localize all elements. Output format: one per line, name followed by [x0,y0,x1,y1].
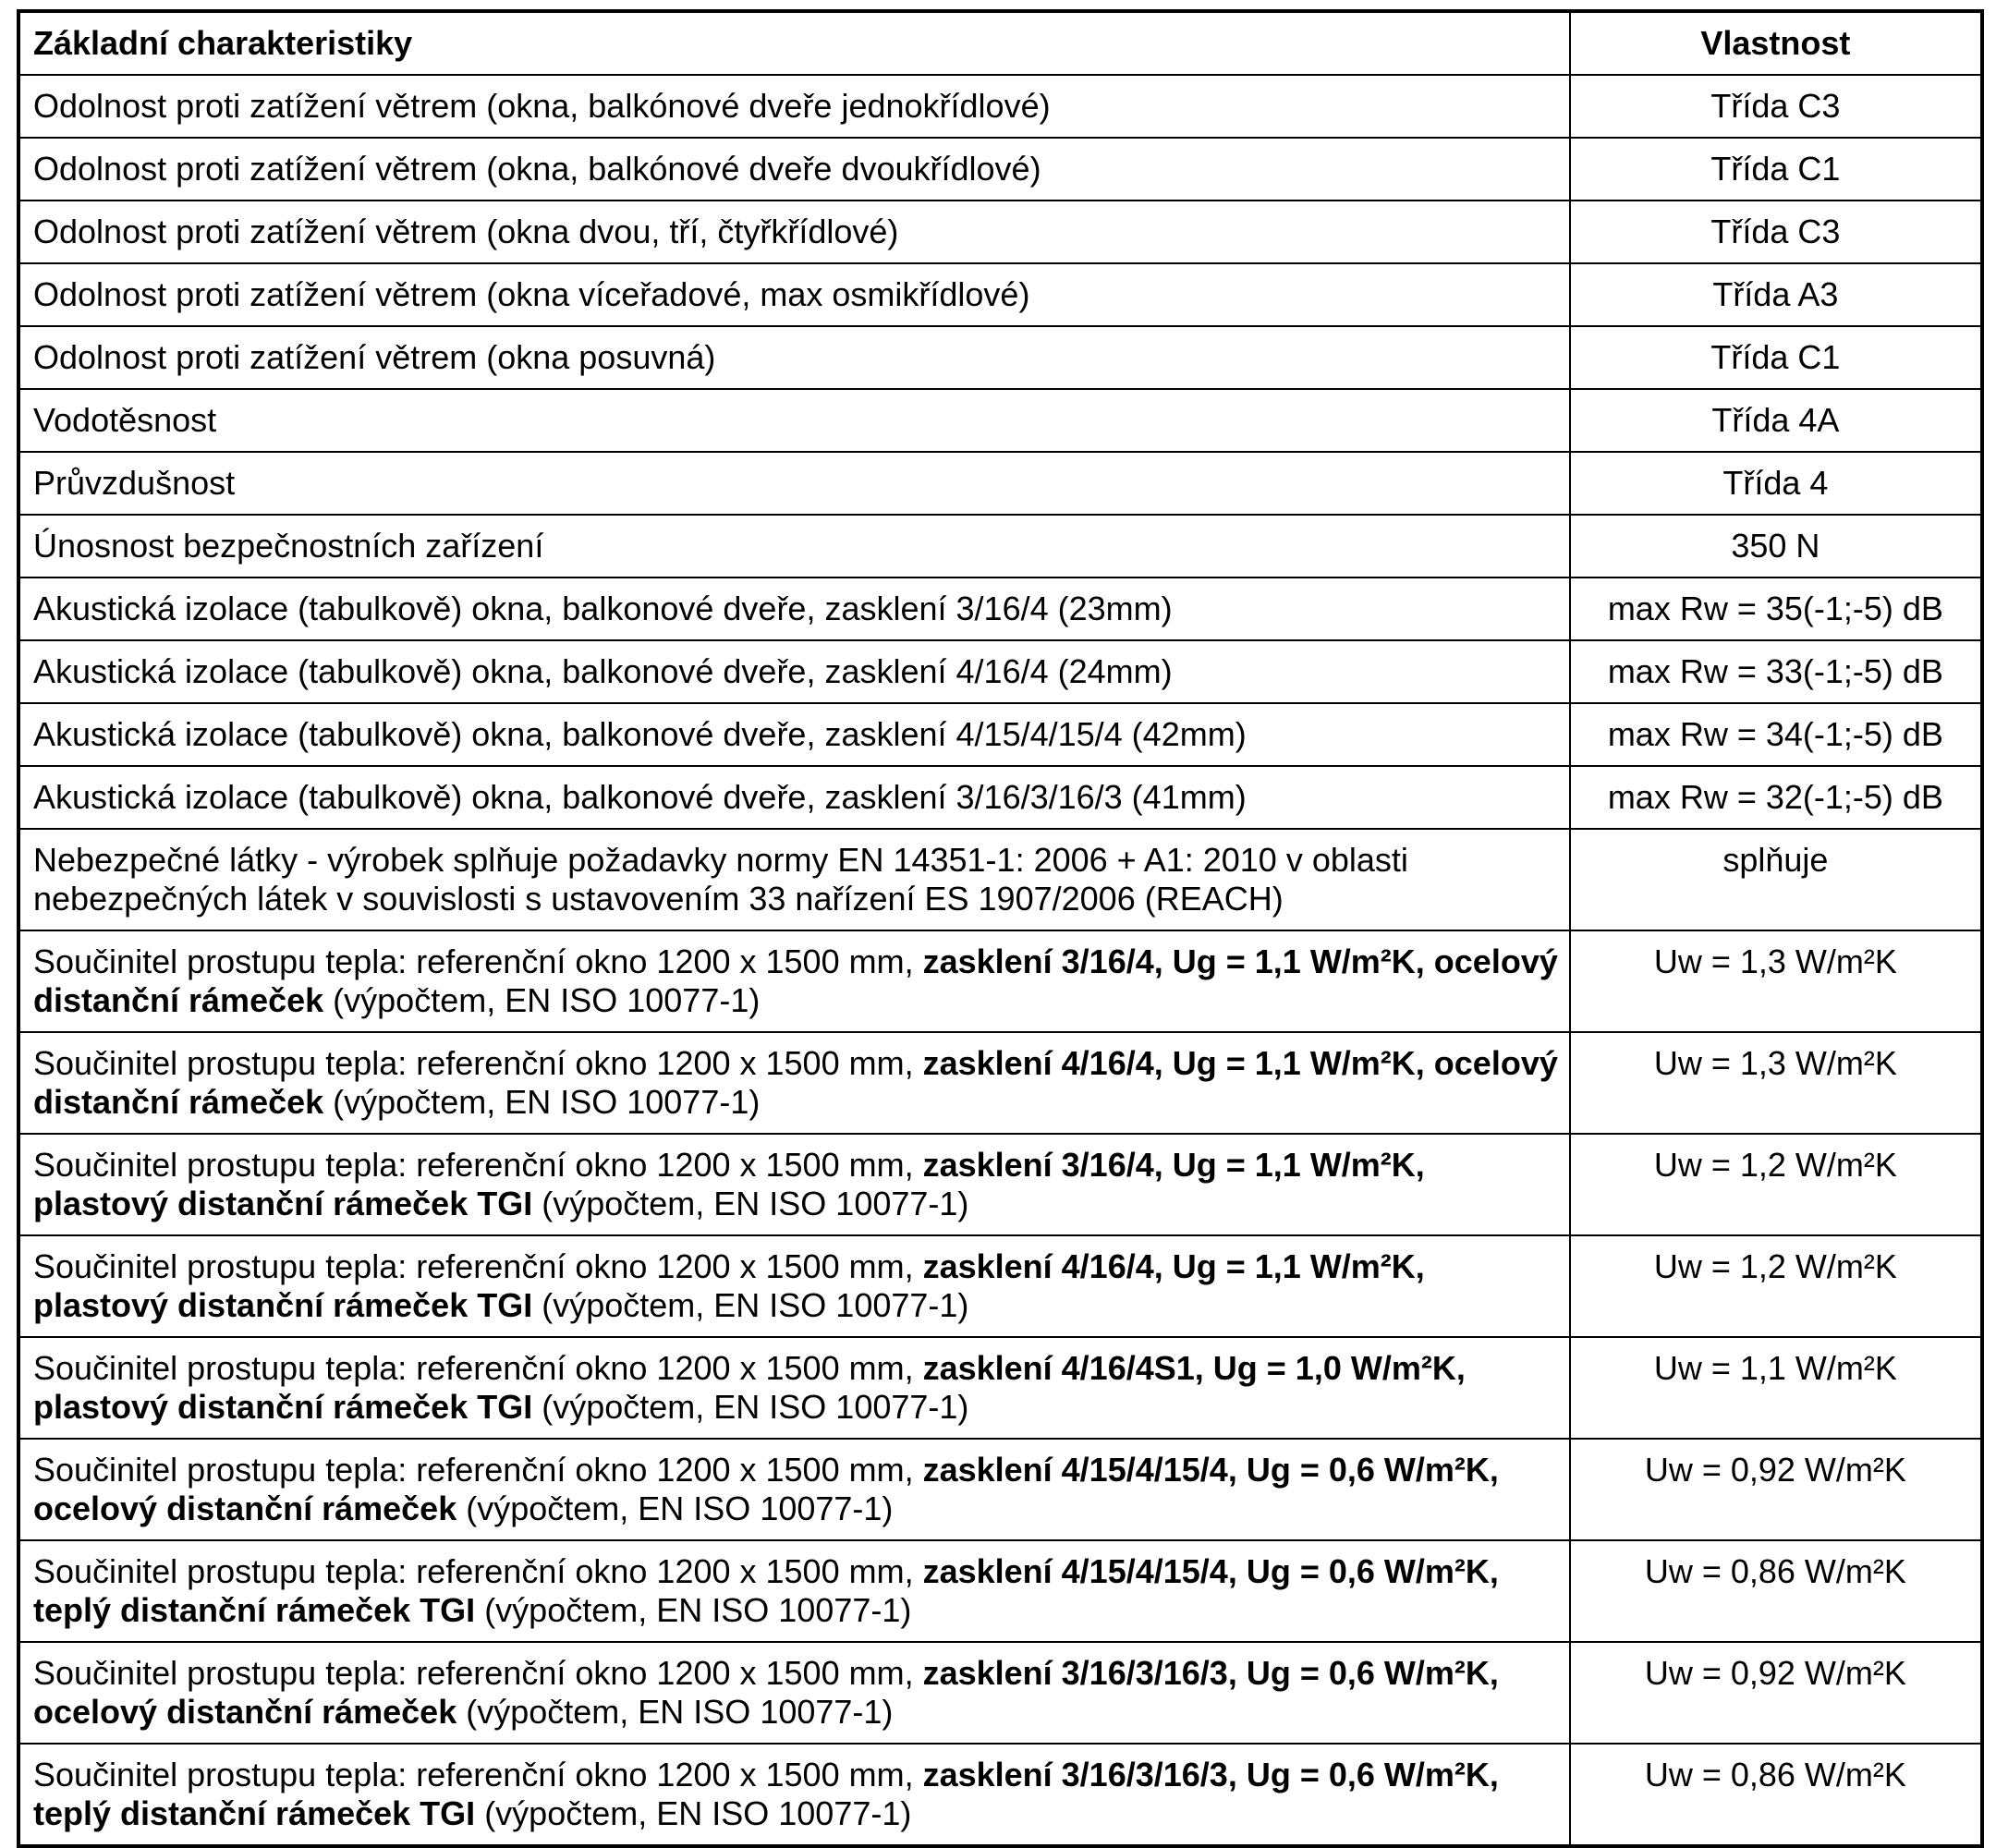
characteristic-cell [18,1439,1570,1540]
characteristic-text: Akustická izolace (tabulkově) okna, balkonové dveře, zasklení 4/16/4 (24mm) [33,652,1173,690]
characteristic-text-bold: zasklení 4/15/4/15/4, Ug = 0,6 W/m²K, ocelový distanční rámeček [33,1451,1499,1527]
property-cell: 350 N [1570,515,1982,578]
table-row [18,930,1982,1032]
property-cell: Uw = 1,2 W/m²K [1570,1235,1982,1337]
characteristic-text: Odolnost proti zatížení větrem (okna posuvná) [33,338,716,376]
table-row [18,201,1982,263]
characteristic-text: Vodotěsnost [33,401,217,439]
characteristic-text: (výpočtem, EN ISO 10077-1) [323,981,761,1019]
characteristic-text: Odolnost proti zatížení větrem (okna, balkónové dveře jednokřídlové) [33,87,1051,125]
characteristic-cell [18,829,1570,930]
characteristic-text: Únosnost bezpečnostních zařízení [33,527,544,565]
property-cell: Třída 4A [1570,389,1982,452]
characteristic-cell [18,1235,1570,1337]
characteristic-text: Součinitel prostupu tepla: referenční okno 1200 x 1500 mm, [33,1044,923,1082]
characteristic-text: Součinitel prostupu tepla: referenční okno 1200 x 1500 mm, [33,1349,923,1387]
table-row [18,326,1982,389]
property-cell: Uw = 1,3 W/m²K [1570,1032,1982,1134]
table-row [18,703,1982,766]
characteristic-text: (výpočtem, EN ISO 10077-1) [475,1794,912,1832]
characteristics-table [17,9,1984,1848]
characteristic-cell [18,703,1570,766]
characteristic-cell [18,75,1570,138]
characteristic-text-bold: zasklení 3/16/4, Ug = 1,1 W/m²K, plastový distanční rámeček TGI [33,1146,1425,1222]
characteristic-text-bold: zasklení 4/16/4, Ug = 1,1 W/m²K, ocelový distanční rámeček [33,1044,1558,1121]
characteristic-cell [18,640,1570,703]
characteristic-text-bold: zasklení 3/16/3/16/3, Ug = 0,6 W/m²K, ocelový distanční rámeček [33,1654,1499,1731]
characteristic-text: Akustická izolace (tabulkově) okna, balkonové dveře, zasklení 3/16/3/16/3 (41mm) [33,778,1247,816]
characteristic-text: Akustická izolace (tabulkově) okna, balkonové dveře, zasklení 4/15/4/15/4 (42mm) [33,715,1247,753]
property-cell: splňuje [1570,829,1982,930]
property-cell: Uw = 0,86 W/m²K [1570,1540,1982,1642]
characteristic-text: (výpočtem, EN ISO 10077-1) [532,1286,969,1324]
characteristic-text: Součinitel prostupu tepla: referenční okno 1200 x 1500 mm, [33,942,923,980]
characteristic-cell [18,578,1570,640]
property-cell: Uw = 0,92 W/m²K [1570,1439,1982,1540]
property-cell: max Rw = 33(-1;-5) dB [1570,640,1982,703]
characteristic-cell [18,263,1570,326]
characteristic-text-bold: zasklení 3/16/4, Ug = 1,1 W/m²K, ocelový distanční rámeček [33,942,1558,1019]
characteristic-text: (výpočtem, EN ISO 10077-1) [323,1083,761,1121]
characteristic-cell [18,1642,1570,1744]
characteristic-text: (výpočtem, EN ISO 10077-1) [532,1185,969,1222]
property-cell: Třída C1 [1570,138,1982,201]
characteristic-text: Součinitel prostupu tepla: referenční okno 1200 x 1500 mm, [33,1654,923,1692]
header-characteristics: Základní charakteristiky [18,11,1570,75]
characteristic-cell [18,326,1570,389]
characteristic-cell [18,201,1570,263]
table-row [18,75,1982,138]
characteristic-text: Odolnost proti zatížení větrem (okna dvou, tří, čtyřkřídlové) [33,213,899,250]
characteristic-text: (výpočtem, EN ISO 10077-1) [475,1591,912,1629]
property-cell: max Rw = 34(-1;-5) dB [1570,703,1982,766]
characteristic-cell [18,766,1570,829]
property-cell: Uw = 1,3 W/m²K [1570,930,1982,1032]
characteristic-text-bold: zasklení 4/16/4, Ug = 1,1 W/m²K, plastový distanční rámeček TGI [33,1247,1425,1324]
table-row [18,766,1982,829]
characteristic-text: (výpočtem, EN ISO 10077-1) [532,1388,969,1426]
characteristic-text-bold: zasklení 4/16/4S1, Ug = 1,0 W/m²K, plastový distanční rámeček TGI [33,1349,1466,1426]
characteristic-text: Odolnost proti zatížení větrem (okna víceřadové, max osmikřídlové) [33,275,1030,313]
table-row [18,1642,1982,1744]
property-cell: max Rw = 32(-1;-5) dB [1570,766,1982,829]
table-row [18,1744,1982,1846]
property-cell: Uw = 0,92 W/m²K [1570,1642,1982,1744]
characteristic-text: (výpočtem, EN ISO 10077-1) [456,1489,894,1527]
characteristic-text: Součinitel prostupu tepla: referenční okno 1200 x 1500 mm, [33,1451,923,1489]
property-cell: max Rw = 35(-1;-5) dB [1570,578,1982,640]
characteristic-cell [18,930,1570,1032]
characteristic-cell [18,1337,1570,1439]
characteristic-text: Odolnost proti zatížení větrem (okna, balkónové dveře dvoukřídlové) [33,150,1041,188]
characteristic-cell [18,1134,1570,1235]
characteristic-text-bold: zasklení 4/15/4/15/4, Ug = 0,6 W/m²K, teplý distanční rámeček TGI [33,1552,1499,1629]
characteristic-text: Součinitel prostupu tepla: referenční okno 1200 x 1500 mm, [33,1552,923,1590]
table-row [18,138,1982,201]
table-row [18,578,1982,640]
table-row [18,515,1982,578]
header-property: Vlastnost [1570,11,1982,75]
table-row [18,1439,1982,1540]
property-cell: Uw = 1,1 W/m²K [1570,1337,1982,1439]
table-row [18,263,1982,326]
table-row [18,1337,1982,1439]
property-cell: Třída 4 [1570,452,1982,515]
characteristic-text-bold: zasklení 3/16/3/16/3, Ug = 0,6 W/m²K, teplý distanční rámeček TGI [33,1756,1499,1832]
characteristic-text: Součinitel prostupu tepla: referenční okno 1200 x 1500 mm, [33,1756,923,1793]
table-row [18,1540,1982,1642]
characteristic-cell [18,1540,1570,1642]
property-cell: Třída C1 [1570,326,1982,389]
characteristic-cell [18,515,1570,578]
characteristic-cell [18,1744,1570,1846]
property-cell: Uw = 1,2 W/m²K [1570,1134,1982,1235]
property-cell: Uw = 0,86 W/m²K [1570,1744,1982,1846]
property-cell: Třída C3 [1570,201,1982,263]
property-cell: Třída A3 [1570,263,1982,326]
characteristic-text: Průvzdušnost [33,464,236,502]
table-row [18,1032,1982,1134]
table-row [18,389,1982,452]
property-cell: Třída C3 [1570,75,1982,138]
characteristic-cell [18,452,1570,515]
table-row [18,1235,1982,1337]
characteristic-text: Součinitel prostupu tepla: referenční okno 1200 x 1500 mm, [33,1146,923,1184]
table-row [18,452,1982,515]
characteristic-cell [18,389,1570,452]
table-row [18,1134,1982,1235]
table-row [18,640,1982,703]
table-body [18,75,1982,1846]
characteristic-text: Nebezpečné látky - výrobek splňuje požadavky normy EN 14351-1: 2006 + A1: 2010 v oblasti nebezpečných látek v souvislosti s ustavovením 33 nařízení ES 1907/2006 (REACH) [33,841,1408,918]
characteristic-text: (výpočtem, EN ISO 10077-1) [456,1693,894,1731]
characteristic-cell [18,138,1570,201]
characteristic-text: Akustická izolace (tabulkově) okna, balkonové dveře, zasklení 3/16/4 (23mm) [33,590,1173,627]
characteristic-cell [18,1032,1570,1134]
table-row [18,829,1982,930]
characteristic-text: Součinitel prostupu tepla: referenční okno 1200 x 1500 mm, [33,1247,923,1285]
header-row [18,11,1982,75]
